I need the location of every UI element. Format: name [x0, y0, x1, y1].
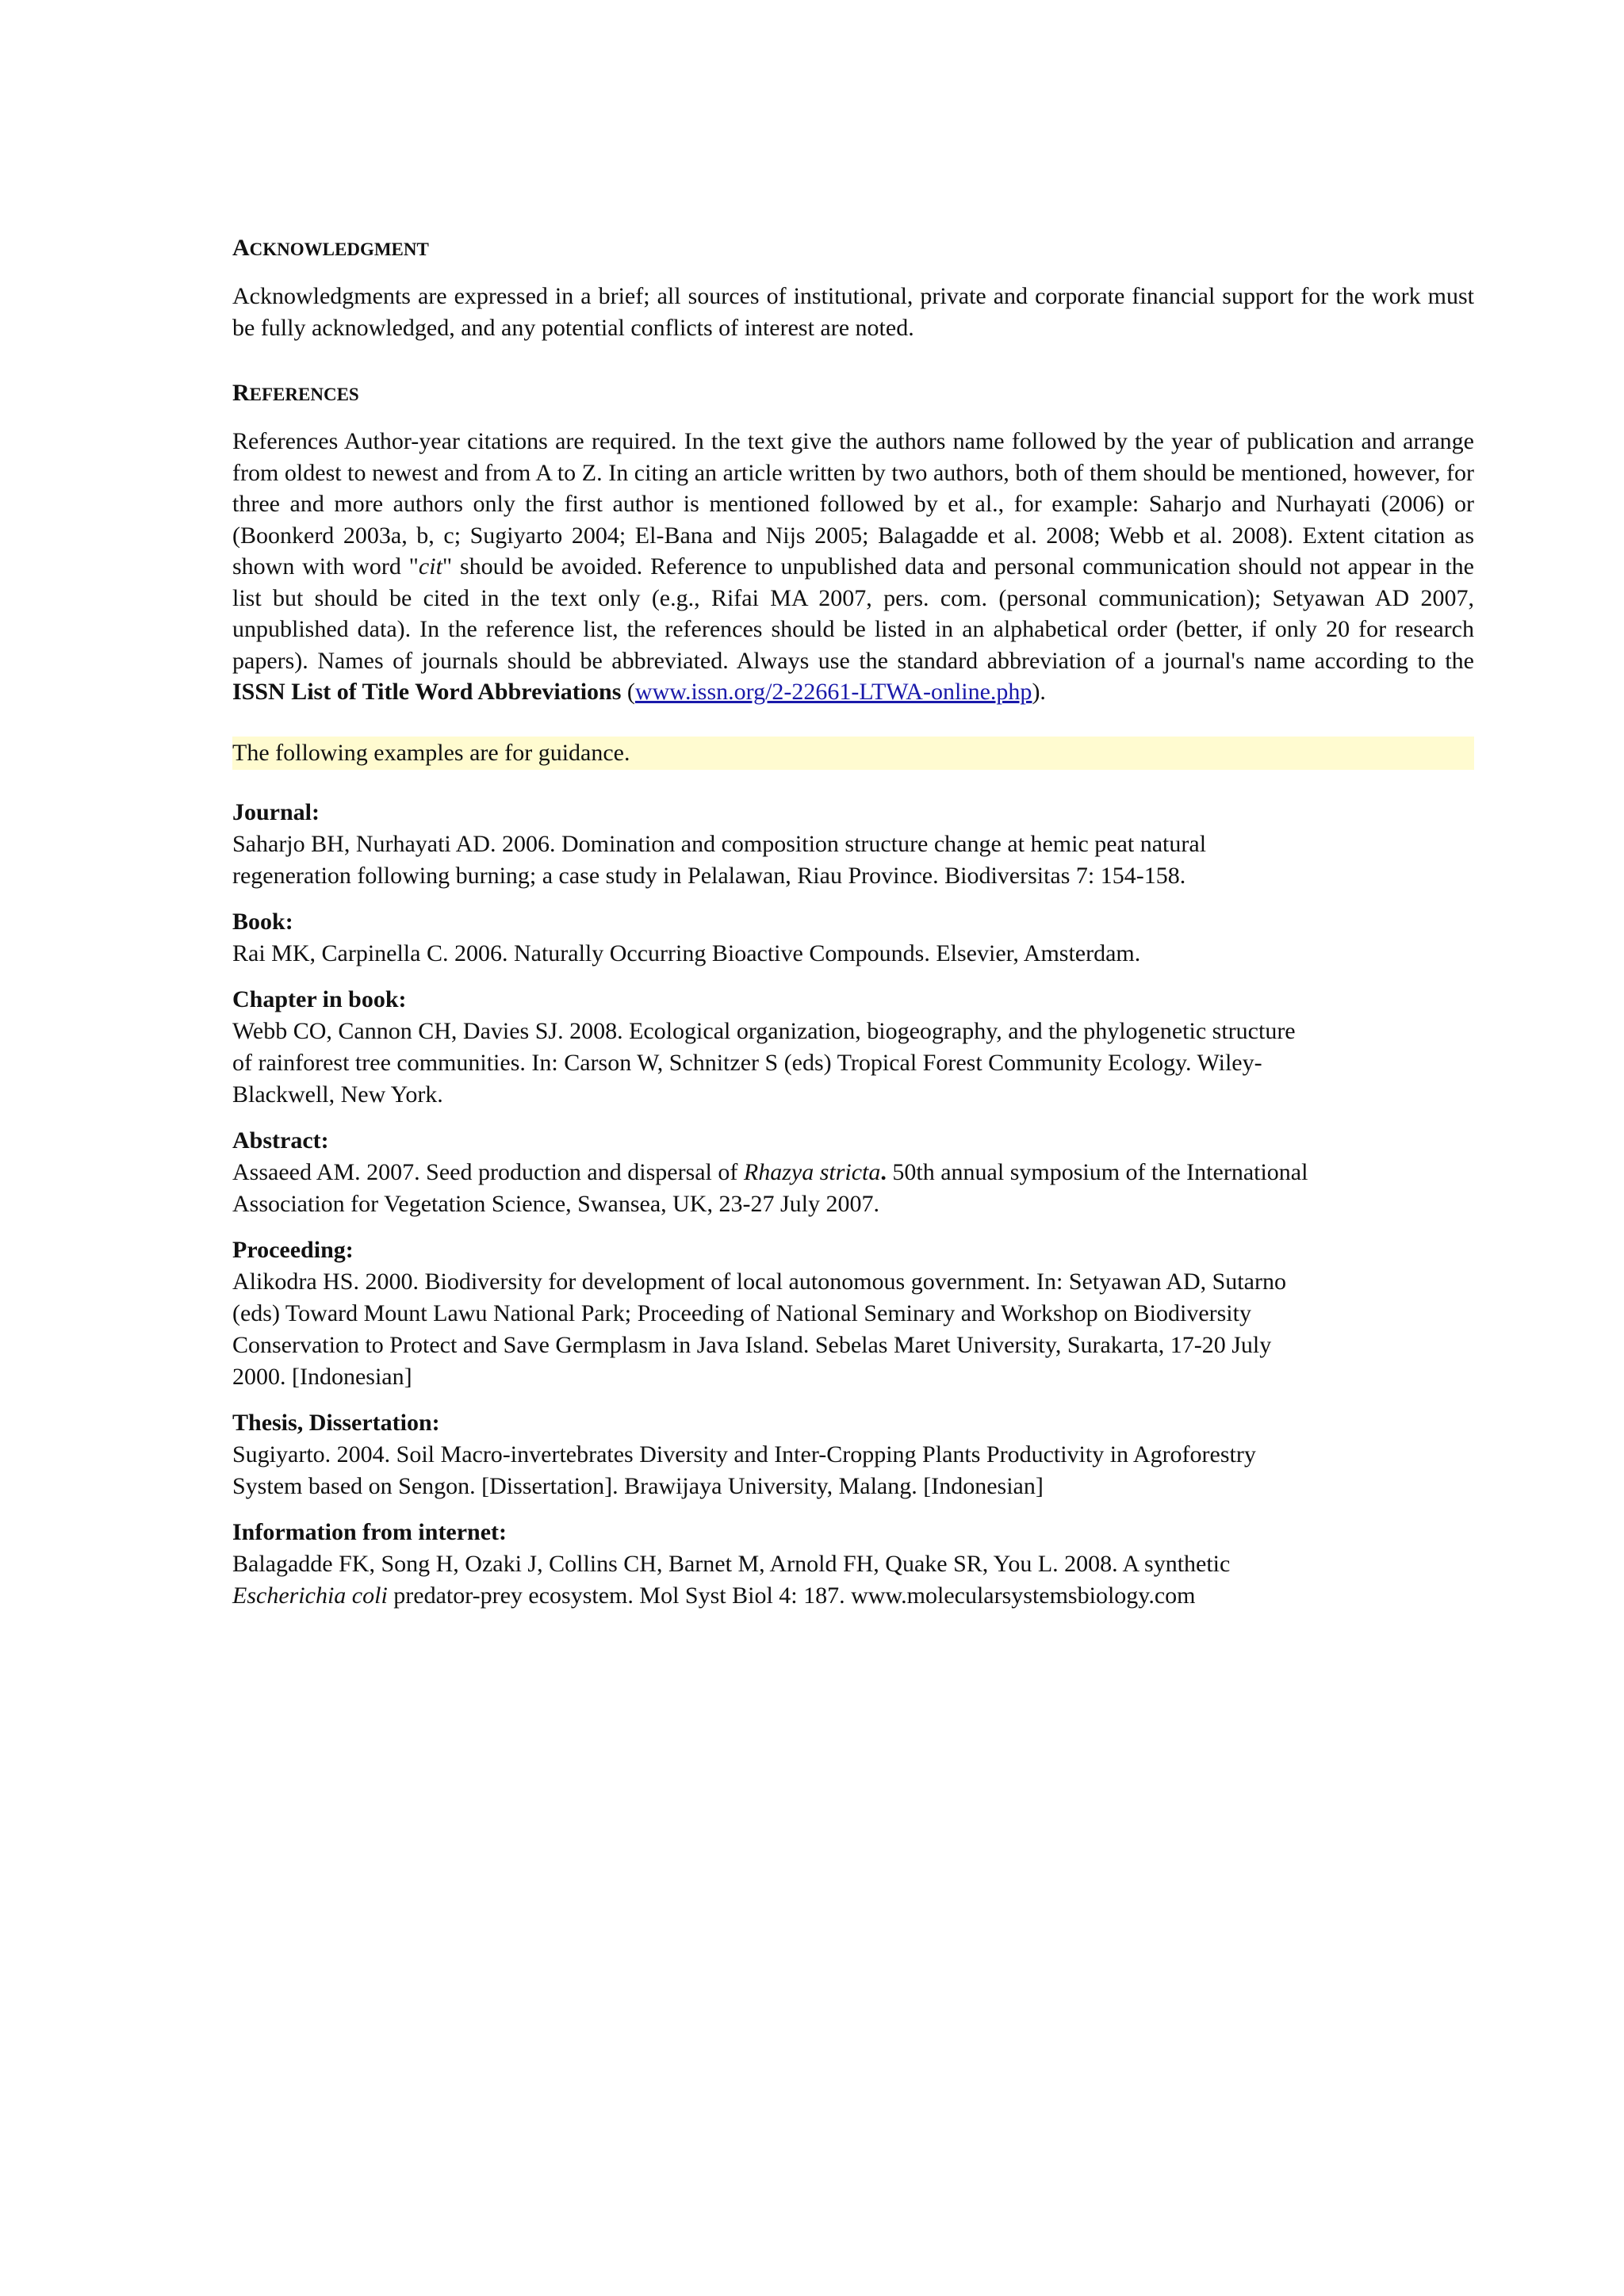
example-book	[232, 906, 1474, 970]
references-text-d: ).	[1032, 679, 1046, 705]
example-title: Proceeding:	[232, 1236, 354, 1263]
example-line: of rainforest tree communities. In: Carson W, Schnitzer S (eds) Tropical Forest Community Ecology. Wiley-	[232, 1049, 1262, 1076]
document-page	[232, 230, 1474, 1612]
abstract-dot: .	[880, 1158, 887, 1185]
species-name: Escherichia coli	[232, 1582, 388, 1609]
references-text-a: References Author-year citations are required. In the text give the authors name followed by the year of publication and arrange from oldest to newest and from A to Z. In citing an article written by two authors, both of them should be mentioned, however, for three and more authors only the first author is mentioned followed by et al., for example: Saharjo and Nurhayati (2006) or (Boonkerd 2003a, b, c; Sugiyarto 2004; El-Bana and Nijs 2005; Balagadde et al. 2008; Webb et al. 2008). Extent citation as shown with word "	[232, 428, 1474, 580]
references-text-b: " should be avoided. Reference to unpublished data and personal communication should not appear in the list but should be cited in the text only (e.g., Rifai MA 2007, pers. com. (personal communication); Setyawan AD 2007, unpublished data). In the reference list, the references should be listed in an alphabetical order (better, if only 20 for research papers). Names of journals should be abbreviated. Always use the standard abbreviation of a journal's name according to the	[232, 553, 1475, 674]
heading-rest: CKNOWLEDGMENT	[249, 239, 429, 259]
cit-word: cit	[418, 553, 442, 580]
internet-post: predator-prey ecosystem. Mol Syst Biol 4: 187. www.molecularsystemsbiology.com	[387, 1582, 1196, 1609]
acknowledgment-paragraph: Acknowledgments are expressed in a brief; all sources of institutional, private and corporate financial support for the work must be fully acknowledged, and any potential conflicts of interest are noted.	[232, 283, 1474, 341]
example-title: Chapter in book:	[232, 985, 407, 1012]
example-line: Blackwell, New York.	[232, 1081, 443, 1108]
acknowledgment-heading	[232, 235, 1474, 262]
example-line: Alikodra HS. 2000. Biodiversity for development of local autonomous government. In: Setyawan AD, Sutarno	[232, 1268, 1286, 1295]
example-title: Book:	[232, 908, 293, 935]
example-line: Balagadde FK, Song H, Ozaki J, Collins CH, Barnet M, Arnold FH, Quake SR, You L. 2008. A synthetic	[232, 1550, 1231, 1577]
example-proceeding	[232, 1234, 1474, 1393]
example-title: Information from internet:	[232, 1518, 508, 1545]
heading-initial: A	[232, 235, 250, 261]
example-line: Saharjo BH, Nurhayati AD. 2006. Domination and composition structure change at hemic peat natural	[232, 830, 1207, 857]
references-paragraph	[232, 426, 1474, 708]
example-line	[232, 1157, 1474, 1188]
example-line	[232, 1580, 1474, 1612]
guidance-note: The following examples are for guidance.	[232, 737, 1474, 770]
references-text-c: (	[621, 679, 635, 705]
abstract-post: 50th annual symposium of the International	[886, 1158, 1308, 1185]
example-title: Thesis, Dissertation:	[232, 1409, 440, 1436]
example-line: Rai MK, Carpinella C. 2006. Naturally Occurring Bioactive Compounds. Elsevier, Amsterdam.	[232, 939, 1141, 966]
example-thesis	[232, 1407, 1474, 1502]
example-line: Conservation to Protect and Save Germplasm in Java Island. Sebelas Maret University, Surakarta, 17-20 July	[232, 1331, 1272, 1358]
example-line: Association for Vegetation Science, Swansea, UK, 23-27 July 2007.	[232, 1190, 879, 1217]
example-line: 2000. [Indonesian]	[232, 1363, 412, 1390]
ltwa-link[interactable]: www.issn.org/2-22661-LTWA-online.php	[634, 679, 1032, 705]
example-journal	[232, 797, 1474, 892]
example-chapter	[232, 984, 1474, 1111]
species-name: Rhazya stricta	[743, 1158, 881, 1185]
abstract-pre: Assaeed AM. 2007. Seed production and dispersal of	[232, 1158, 744, 1185]
issn-list-title: ISSN List of Title Word Abbreviations	[232, 679, 622, 705]
heading-initial: R	[232, 380, 250, 406]
example-line: regeneration following burning; a case study in Pelalawan, Riau Province. Biodiversitas 7: 154-158.	[232, 862, 1186, 889]
references-heading	[232, 380, 1474, 407]
example-title: Journal:	[232, 798, 320, 825]
heading-rest: EFERENCES	[249, 385, 359, 404]
example-internet	[232, 1517, 1474, 1612]
example-line: (eds) Toward Mount Lawu National Park; Proceeding of National Seminary and Workshop on Biodiversity	[232, 1299, 1251, 1326]
example-title: Abstract:	[232, 1127, 329, 1154]
example-line: Webb CO, Cannon CH, Davies SJ. 2008. Ecological organization, biogeography, and the phylogenetic structure	[232, 1017, 1296, 1044]
example-abstract	[232, 1125, 1474, 1220]
example-line: Sugiyarto. 2004. Soil Macro-invertebrates Diversity and Inter-Cropping Plants Productivity in Agroforestry	[232, 1441, 1256, 1468]
example-line: System based on Sengon. [Dissertation]. Brawijaya University, Malang. [Indonesian]	[232, 1472, 1044, 1499]
